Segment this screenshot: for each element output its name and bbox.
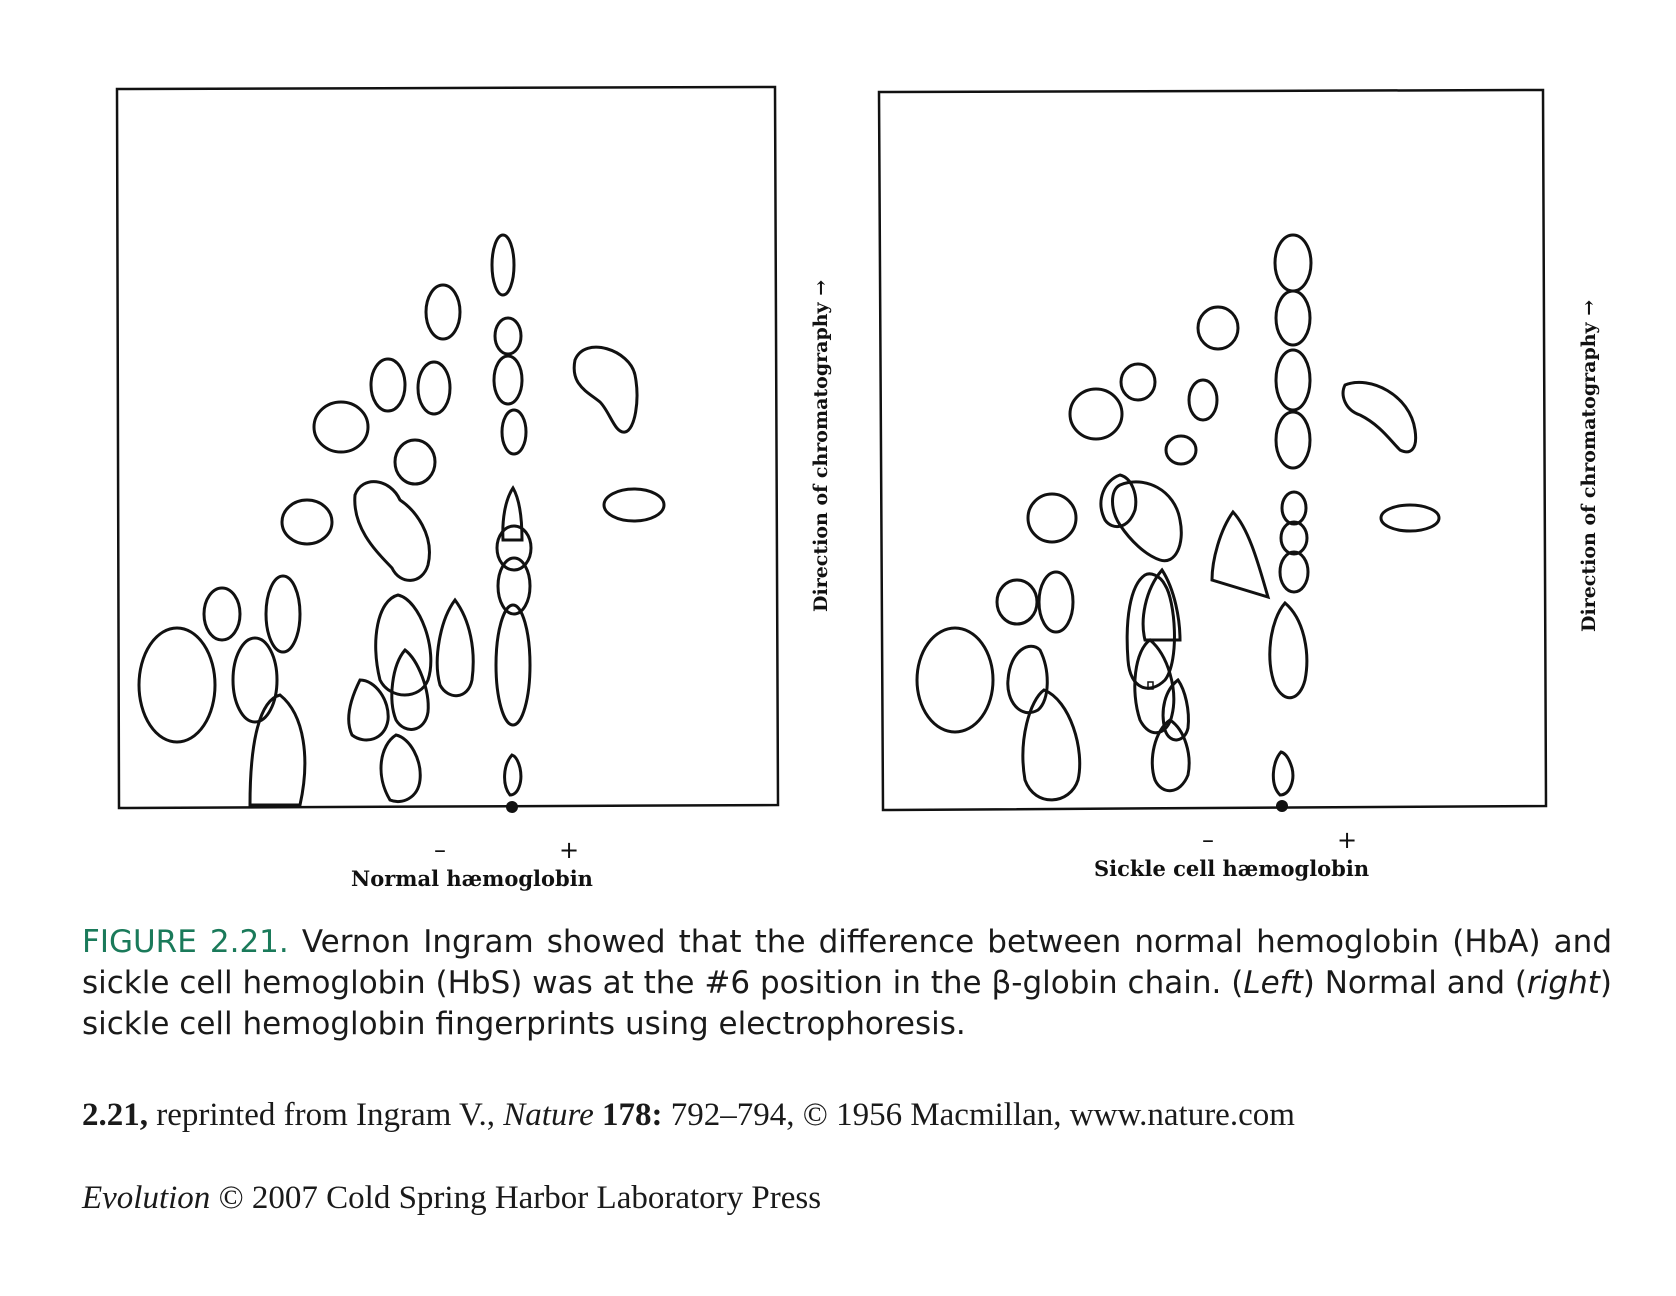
right-spots (917, 235, 1439, 812)
left-plus-sign: + (559, 836, 580, 864)
credit-number: 2.21, (82, 1097, 148, 1133)
figure-number: FIGURE 2.21. (82, 924, 289, 960)
caption-right: right (1527, 965, 1600, 1001)
figure-caption (82, 922, 1612, 1045)
right-xlabel: Sickle cell hæmoglobin (1094, 856, 1370, 881)
left-xlabel: Normal hæmoglobin (351, 866, 593, 891)
left-ylabel: Direction of chromatography → (810, 279, 832, 612)
right-ylabel: Direction of chromatography → (1578, 299, 1600, 632)
credit-journal: Nature (503, 1097, 594, 1133)
caption-left: Left (1243, 965, 1303, 1001)
book-copyright (82, 1180, 821, 1217)
left-minus-sign: – (434, 836, 446, 864)
left-spots (139, 235, 664, 813)
right-fingerprint-panel (879, 90, 1546, 812)
caption-text-1: Vernon Ingram showed that the difference between normal hemoglobin (HbA) and sickle cell hemoglobin (HbS) was at the #6 position in the β-globin chain. ( (82, 924, 1612, 1001)
credit-volume: 178: (593, 1097, 663, 1133)
caption-text-3: ) sickle cell hemoglobin fingerprints using electrophoresis. (82, 965, 1612, 1042)
reprint-credit (82, 1097, 1295, 1134)
copyright-text: © 2007 Cold Spring Harbor Laboratory Press (210, 1180, 822, 1216)
credit-text-2: 792–794, © 1956 Macmillan, www.nature.com (662, 1097, 1295, 1133)
caption-text-2: ) Normal and ( (1302, 965, 1528, 1001)
left-fingerprint-panel (117, 87, 778, 813)
right-minus-sign: – (1202, 826, 1214, 854)
credit-text-1: reprinted from Ingram V., (148, 1097, 504, 1133)
right-plus-sign: + (1337, 826, 1358, 854)
copyright-book: Evolution (82, 1180, 211, 1216)
